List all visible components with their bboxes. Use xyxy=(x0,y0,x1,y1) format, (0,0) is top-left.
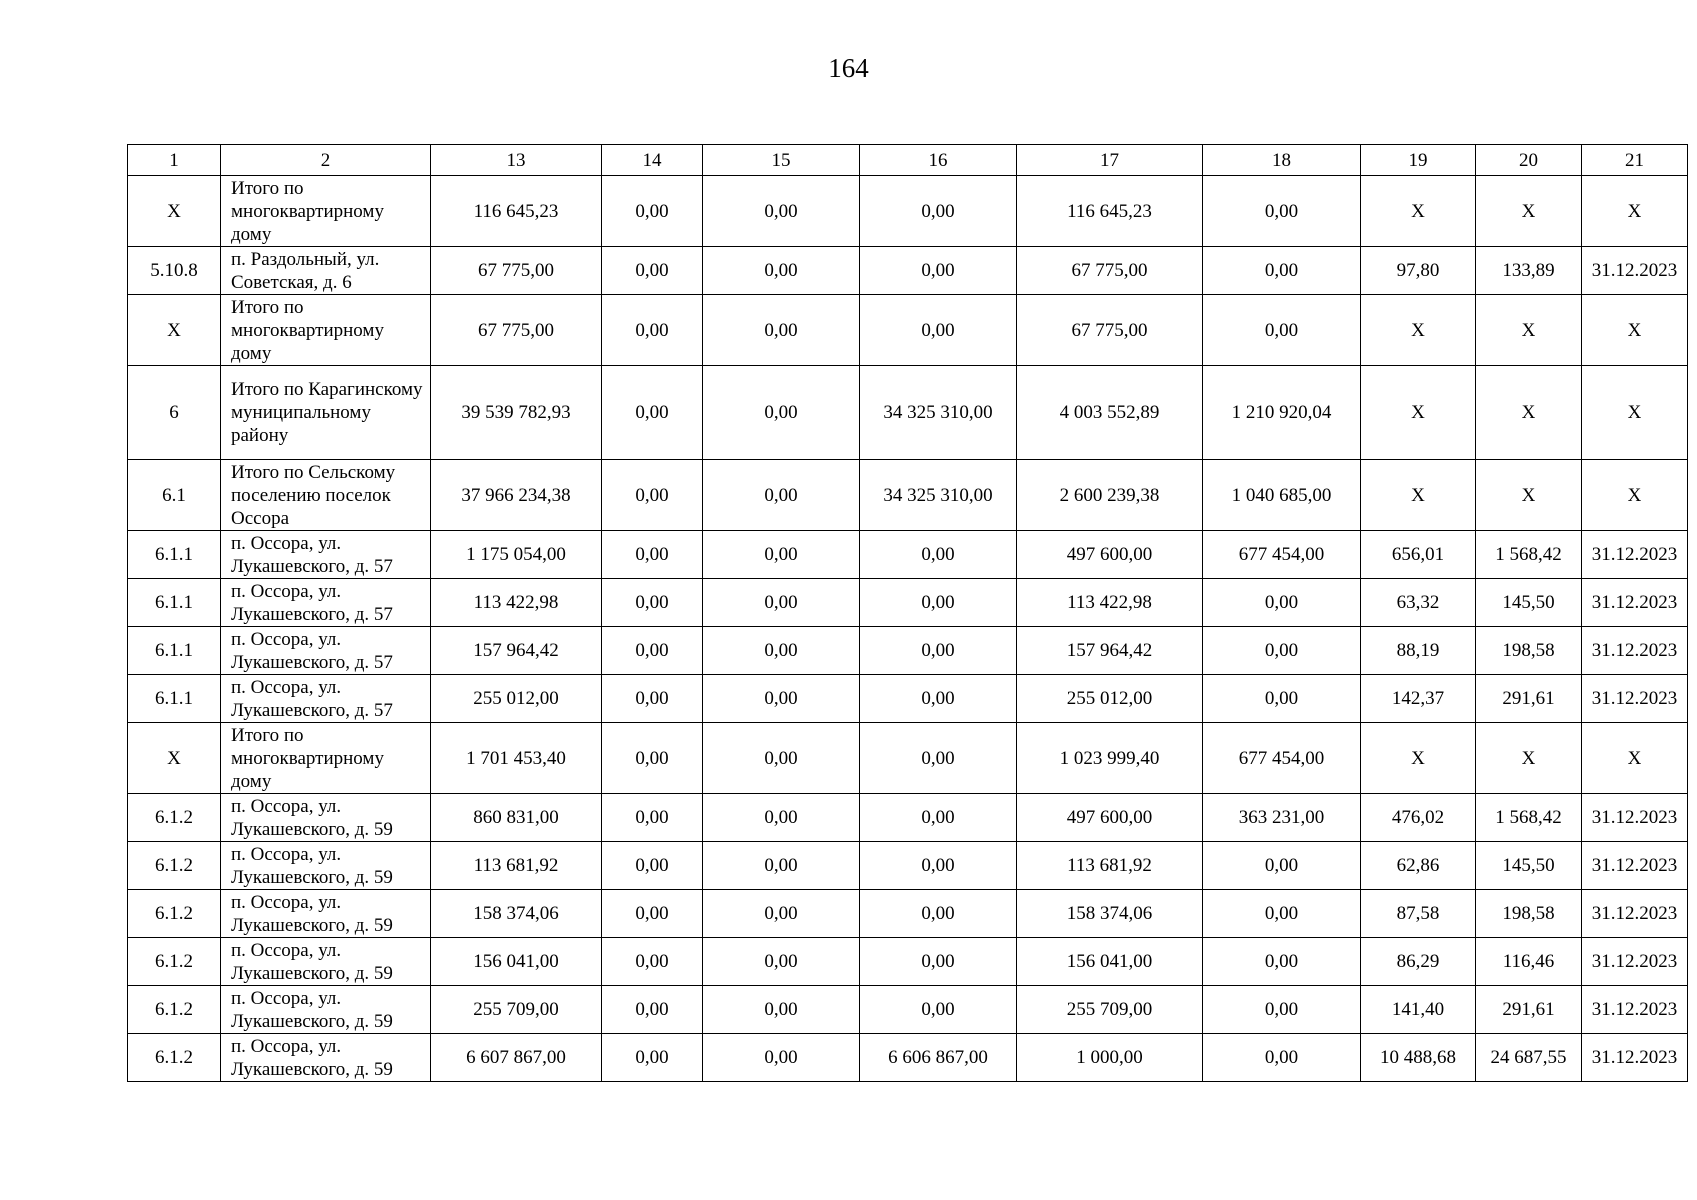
table-cell: 255 012,00 xyxy=(1017,675,1203,723)
table-cell: 497 600,00 xyxy=(1017,794,1203,842)
table-cell: 1 568,42 xyxy=(1476,794,1582,842)
table-cell: 6.1.1 xyxy=(128,579,221,627)
table-cell: 860 831,00 xyxy=(431,794,602,842)
table-cell: 116 645,23 xyxy=(431,176,602,247)
table-cell: 0,00 xyxy=(703,794,860,842)
table-cell: Х xyxy=(1582,366,1688,460)
table-cell: 31.12.2023 xyxy=(1582,842,1688,890)
table-cell: 476,02 xyxy=(1361,794,1476,842)
table-cell: Х xyxy=(1361,295,1476,366)
table-cell: 0,00 xyxy=(1203,890,1361,938)
table-cell: Х xyxy=(1476,460,1582,531)
address-cell: Итого по многоквартирному дому xyxy=(221,723,431,794)
table-cell: 0,00 xyxy=(1203,842,1361,890)
table-cell: Х xyxy=(128,723,221,794)
address-cell: п. Оссора, ул. Лукашевского, д. 57 xyxy=(221,531,431,579)
table-cell: 0,00 xyxy=(860,723,1017,794)
address-cell: Итого по Карагинскому муниципальному району xyxy=(221,366,431,460)
table-cell: 0,00 xyxy=(602,842,703,890)
table-cell: 86,29 xyxy=(1361,938,1476,986)
table-cell: 34 325 310,00 xyxy=(860,460,1017,531)
table-cell: 141,40 xyxy=(1361,986,1476,1034)
table-cell: 2 600 239,38 xyxy=(1017,460,1203,531)
table-cell: 0,00 xyxy=(602,176,703,247)
table-cell: Х xyxy=(1361,366,1476,460)
table-cell: 158 374,06 xyxy=(1017,890,1203,938)
table-cell: Х xyxy=(1476,176,1582,247)
table-cell: 0,00 xyxy=(703,460,860,531)
header-row xyxy=(128,145,1688,176)
table-cell: 0,00 xyxy=(602,938,703,986)
address-cell: п. Оссора, ул. Лукашевского, д. 59 xyxy=(221,938,431,986)
table-row xyxy=(128,176,1688,247)
table-cell: 67 775,00 xyxy=(1017,247,1203,295)
table-cell: 1 210 920,04 xyxy=(1203,366,1361,460)
address-cell: п. Оссора, ул. Лукашевского, д. 57 xyxy=(221,579,431,627)
table-row xyxy=(128,794,1688,842)
table-cell: 0,00 xyxy=(1203,247,1361,295)
table-cell: 0,00 xyxy=(703,247,860,295)
table-cell: 0,00 xyxy=(602,531,703,579)
table-cell: Х xyxy=(128,295,221,366)
table-cell: 0,00 xyxy=(860,531,1017,579)
table-cell: 0,00 xyxy=(703,1034,860,1082)
table-row xyxy=(128,890,1688,938)
table-row xyxy=(128,247,1688,295)
table-cell: 198,58 xyxy=(1476,627,1582,675)
table-cell: 6.1.1 xyxy=(128,627,221,675)
table-cell: 6.1.2 xyxy=(128,1034,221,1082)
table-cell: Х xyxy=(1476,366,1582,460)
table-row xyxy=(128,723,1688,794)
table-cell: 156 041,00 xyxy=(431,938,602,986)
table-cell: 6.1.2 xyxy=(128,842,221,890)
table-cell: 0,00 xyxy=(860,295,1017,366)
table-cell: 255 709,00 xyxy=(431,986,602,1034)
table-cell: 6.1 xyxy=(128,460,221,531)
column-header: 19 xyxy=(1361,145,1476,176)
column-header: 16 xyxy=(860,145,1017,176)
table-cell: 0,00 xyxy=(602,1034,703,1082)
table-cell: 0,00 xyxy=(860,627,1017,675)
table-cell: 34 325 310,00 xyxy=(860,366,1017,460)
table-cell: 157 964,42 xyxy=(431,627,602,675)
address-cell: Итого по многоквартирному дому xyxy=(221,176,431,247)
table-cell: 31.12.2023 xyxy=(1582,531,1688,579)
table-cell: Х xyxy=(128,176,221,247)
table-cell: 1 000,00 xyxy=(1017,1034,1203,1082)
table-cell: Х xyxy=(1476,295,1582,366)
table-row xyxy=(128,366,1688,460)
table-cell: 0,00 xyxy=(703,842,860,890)
column-header: 21 xyxy=(1582,145,1688,176)
table-cell: 0,00 xyxy=(1203,295,1361,366)
table-cell: 6.1.2 xyxy=(128,890,221,938)
column-header: 17 xyxy=(1017,145,1203,176)
column-header: 1 xyxy=(128,145,221,176)
table-cell: 0,00 xyxy=(602,986,703,1034)
table-cell: 6.1.2 xyxy=(128,938,221,986)
table-row xyxy=(128,460,1688,531)
table-cell: 113 422,98 xyxy=(1017,579,1203,627)
address-cell: п. Оссора, ул. Лукашевского, д. 57 xyxy=(221,627,431,675)
table-cell: 0,00 xyxy=(703,176,860,247)
table-cell: 6 xyxy=(128,366,221,460)
table-cell: 5.10.8 xyxy=(128,247,221,295)
table-cell: 0,00 xyxy=(602,794,703,842)
table-cell: 37 966 234,38 xyxy=(431,460,602,531)
table-cell: 113 681,92 xyxy=(431,842,602,890)
table-cell: 6.1.1 xyxy=(128,675,221,723)
table-cell: 63,32 xyxy=(1361,579,1476,627)
table-cell: 67 775,00 xyxy=(431,295,602,366)
table-cell: 1 175 054,00 xyxy=(431,531,602,579)
table-cell: 145,50 xyxy=(1476,842,1582,890)
column-header: 18 xyxy=(1203,145,1361,176)
table-cell: 0,00 xyxy=(860,890,1017,938)
table-cell: 0,00 xyxy=(860,247,1017,295)
table-cell: 0,00 xyxy=(860,675,1017,723)
table-cell: 0,00 xyxy=(602,460,703,531)
table-cell: 142,37 xyxy=(1361,675,1476,723)
table-cell: 255 012,00 xyxy=(431,675,602,723)
table-cell: 39 539 782,93 xyxy=(431,366,602,460)
address-cell: п. Оссора, ул. Лукашевского, д. 59 xyxy=(221,794,431,842)
address-cell: п. Оссора, ул. Лукашевского, д. 57 xyxy=(221,675,431,723)
table-cell: 62,86 xyxy=(1361,842,1476,890)
table-cell: 0,00 xyxy=(602,890,703,938)
table-cell: 0,00 xyxy=(703,295,860,366)
table-cell: 0,00 xyxy=(602,295,703,366)
address-cell: п. Оссора, ул. Лукашевского, д. 59 xyxy=(221,842,431,890)
table-cell: 113 681,92 xyxy=(1017,842,1203,890)
table-cell: Х xyxy=(1361,460,1476,531)
table-cell: 31.12.2023 xyxy=(1582,938,1688,986)
table-cell: 116,46 xyxy=(1476,938,1582,986)
table-cell: 156 041,00 xyxy=(1017,938,1203,986)
table-cell: Х xyxy=(1582,723,1688,794)
column-header: 14 xyxy=(602,145,703,176)
table-cell: 133,89 xyxy=(1476,247,1582,295)
table-cell: 145,50 xyxy=(1476,579,1582,627)
table-cell: 677 454,00 xyxy=(1203,531,1361,579)
table-cell: 0,00 xyxy=(703,675,860,723)
table-cell: 1 023 999,40 xyxy=(1017,723,1203,794)
address-cell: п. Оссора, ул. Лукашевского, д. 59 xyxy=(221,1034,431,1082)
table-row xyxy=(128,842,1688,890)
address-cell: Итого по Сельскому поселению поселок Оссора xyxy=(221,460,431,531)
table-cell: 116 645,23 xyxy=(1017,176,1203,247)
table-cell: 0,00 xyxy=(1203,579,1361,627)
table-cell: 0,00 xyxy=(1203,675,1361,723)
table-cell: 1 701 453,40 xyxy=(431,723,602,794)
table-cell: 677 454,00 xyxy=(1203,723,1361,794)
address-cell: п. Оссора, ул. Лукашевского, д. 59 xyxy=(221,890,431,938)
table-cell: 4 003 552,89 xyxy=(1017,366,1203,460)
column-header: 15 xyxy=(703,145,860,176)
table-cell: 497 600,00 xyxy=(1017,531,1203,579)
table-cell: 31.12.2023 xyxy=(1582,1034,1688,1082)
table-cell: 291,61 xyxy=(1476,675,1582,723)
table-cell: 24 687,55 xyxy=(1476,1034,1582,1082)
table-row xyxy=(128,627,1688,675)
table-cell: 31.12.2023 xyxy=(1582,986,1688,1034)
table-cell: Х xyxy=(1582,176,1688,247)
table-cell: 158 374,06 xyxy=(431,890,602,938)
table-cell: 291,61 xyxy=(1476,986,1582,1034)
table-cell: 67 775,00 xyxy=(1017,295,1203,366)
address-cell: Итого по многоквартирному дому xyxy=(221,295,431,366)
table-cell: Х xyxy=(1361,176,1476,247)
table-cell: 0,00 xyxy=(602,579,703,627)
table-cell: 0,00 xyxy=(703,986,860,1034)
table-cell: 67 775,00 xyxy=(431,247,602,295)
table-cell: 0,00 xyxy=(860,579,1017,627)
table-cell: 0,00 xyxy=(703,890,860,938)
table-cell: 1 040 685,00 xyxy=(1203,460,1361,531)
table-cell: 0,00 xyxy=(860,986,1017,1034)
table-cell: 1 568,42 xyxy=(1476,531,1582,579)
table-row xyxy=(128,295,1688,366)
column-header: 20 xyxy=(1476,145,1582,176)
table-cell: 0,00 xyxy=(703,723,860,794)
table-cell: 6.1.2 xyxy=(128,794,221,842)
table-cell: 363 231,00 xyxy=(1203,794,1361,842)
data-table xyxy=(127,144,1688,1082)
table-cell: 6.1.1 xyxy=(128,531,221,579)
table-cell: 0,00 xyxy=(602,366,703,460)
table-cell: 31.12.2023 xyxy=(1582,794,1688,842)
table-cell: 0,00 xyxy=(703,531,860,579)
table-cell: 255 709,00 xyxy=(1017,986,1203,1034)
table-cell: 0,00 xyxy=(602,627,703,675)
table-cell: 113 422,98 xyxy=(431,579,602,627)
table-cell: 0,00 xyxy=(1203,627,1361,675)
table-cell: Х xyxy=(1582,460,1688,531)
table-cell: 97,80 xyxy=(1361,247,1476,295)
table-cell: 31.12.2023 xyxy=(1582,890,1688,938)
table-row xyxy=(128,1034,1688,1082)
table-cell: 6 607 867,00 xyxy=(431,1034,602,1082)
table-cell: 6 606 867,00 xyxy=(860,1034,1017,1082)
table-cell: 0,00 xyxy=(602,723,703,794)
column-header: 13 xyxy=(431,145,602,176)
table-cell: 31.12.2023 xyxy=(1582,675,1688,723)
address-cell: п. Оссора, ул. Лукашевского, д. 59 xyxy=(221,986,431,1034)
table-cell: 10 488,68 xyxy=(1361,1034,1476,1082)
table-cell: 0,00 xyxy=(1203,176,1361,247)
table-row xyxy=(128,579,1688,627)
table-cell: 0,00 xyxy=(1203,1034,1361,1082)
table-row xyxy=(128,938,1688,986)
column-header: 2 xyxy=(221,145,431,176)
table-cell: 157 964,42 xyxy=(1017,627,1203,675)
page-number: 164 xyxy=(828,53,869,83)
table-cell: Х xyxy=(1582,295,1688,366)
table-cell: 0,00 xyxy=(860,176,1017,247)
table-cell: 0,00 xyxy=(860,938,1017,986)
table-cell: 0,00 xyxy=(1203,938,1361,986)
table-cell: 0,00 xyxy=(703,579,860,627)
table-cell: Х xyxy=(1361,723,1476,794)
table-cell: 0,00 xyxy=(703,627,860,675)
table-cell: 0,00 xyxy=(860,842,1017,890)
table-cell: 31.12.2023 xyxy=(1582,627,1688,675)
table-cell: 87,58 xyxy=(1361,890,1476,938)
table-cell: 198,58 xyxy=(1476,890,1582,938)
table-row xyxy=(128,675,1688,723)
table-cell: 0,00 xyxy=(703,938,860,986)
table-cell: 31.12.2023 xyxy=(1582,247,1688,295)
table-cell: 0,00 xyxy=(602,675,703,723)
table-cell: 0,00 xyxy=(602,247,703,295)
address-cell: п. Раздольный, ул. Советская, д. 6 xyxy=(221,247,431,295)
table-row xyxy=(128,531,1688,579)
table-cell: 31.12.2023 xyxy=(1582,579,1688,627)
table-cell: 0,00 xyxy=(703,366,860,460)
table-cell: 6.1.2 xyxy=(128,986,221,1034)
table-cell: 0,00 xyxy=(860,794,1017,842)
table-cell: 0,00 xyxy=(1203,986,1361,1034)
table-row xyxy=(128,986,1688,1034)
table-cell: 88,19 xyxy=(1361,627,1476,675)
table-cell: 656,01 xyxy=(1361,531,1476,579)
table-cell: Х xyxy=(1476,723,1582,794)
